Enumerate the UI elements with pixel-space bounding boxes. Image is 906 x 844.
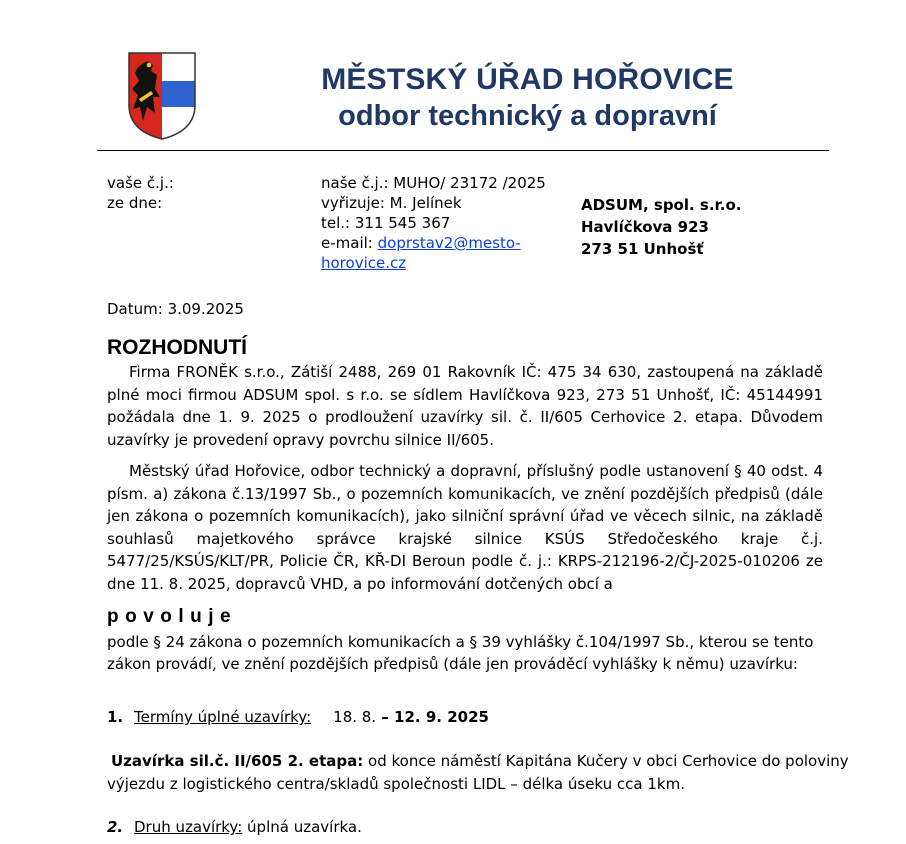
horovice-coat-of-arms-icon xyxy=(127,51,197,141)
your-ref-label: vaše č.j.: xyxy=(107,174,174,192)
item-closure-type xyxy=(107,817,362,837)
paragraph-request xyxy=(107,361,823,451)
recipient-street: Havlíčkova 923 xyxy=(581,218,709,236)
handled-by: vyřizuje: M. Jelínek xyxy=(321,194,462,212)
closure-type-value: úplná uzavírka. xyxy=(242,818,362,836)
closure-detail-line1 xyxy=(111,750,849,772)
email-label: e-mail: xyxy=(321,234,373,252)
phone: tel.: 311 545 367 xyxy=(321,214,451,232)
closure-date-end: – 12. 9. 2025 xyxy=(376,708,489,726)
request-text: Firma FRONĚK s.r.o., Zátiší 2488, 269 01 Rakovník IČ: 475 34 630, zastoupená na základě plné moci firmou ADSUM spol. s r.o. se sídlem Havlíčkova 923, 273 51 Unhošť, IČ: 45144991 požádala dne 1. 9. 2025 o prodloužení uzavírky sil. č. II/605 Cerhovice 2. etapa xyxy=(107,363,823,426)
authority-text: Městský úřad Hořovice, odbor technický a dopravní, příslušný podle ustanovení § 40 odst. 4 písm. a) zákona č.13/1997 Sb., o pozemních komunikacích, ve znění pozdějších předpisů (dále jen zákona o pozemních komunikacích), jako silniční správní úřad ve věcech silnic, na základě souhlasů majetkového správce krajské silnice KSÚS Středočeského kraje č.j. 5477/25/KSÚS/KLT/PR, Policie ČR, KŘ-DI Beroun podle č. j.: KRPS-212196-2/ČJ-2025-010206 ze dne 11. 8. 2025, dopravců VHD, a po informování dotčených obcí a xyxy=(107,462,823,593)
item-closure-dates xyxy=(107,707,489,727)
item-number: 1. xyxy=(107,708,124,726)
closure-detail-line2: výjezdu z logistického centra/skladů společnosti LIDL – délka úseku cca 1km. xyxy=(107,775,685,793)
header-divider xyxy=(97,150,829,151)
closure-date-start: 18. 8. xyxy=(333,708,377,726)
closure-section-label: Uzavírka sil.č. II/605 2. etapa: xyxy=(111,752,364,770)
document-date: Datum: 3.09.2025 xyxy=(107,300,244,318)
email-link-part2[interactable]: horovice.cz xyxy=(321,254,407,272)
department-title: odbor technický a dopravní xyxy=(338,100,717,132)
legal-basis-line2: zákon provádí, ve znění pozdějších předpisů (dále jen prováděcí vyhlášky k němu) uzavírku: xyxy=(107,655,798,673)
item-number: 2. xyxy=(107,818,124,836)
our-ref: naše č.j.: MUHO/ 23172 /2025 xyxy=(321,174,546,192)
legal-basis-line1: podle § 24 zákona o pozemních komunikacích a § 39 vyhlášky č.104/1997 Sb., kterou se tento xyxy=(107,633,814,651)
document-title: ROZHODNUTÍ xyxy=(107,336,247,359)
your-date-label: ze dne: xyxy=(107,194,163,212)
decision-verb: povoluje xyxy=(107,606,238,627)
office-title: MĚSTSKÝ ÚŘAD HOŘOVICE xyxy=(321,63,734,96)
email-link-part1[interactable]: doprstav2@mesto- xyxy=(377,234,521,252)
recipient-name: ADSUM, spol. s.r.o. xyxy=(581,196,742,214)
closure-type-label: Druh uzavírky: xyxy=(134,818,243,836)
closure-dates-label: Termíny úplné uzavírky: xyxy=(134,708,312,726)
recipient-city: 273 51 Unhošť xyxy=(581,240,704,258)
closure-section-text: od konce náměstí Kapitána Kučery v obci Cerhovice do poloviny xyxy=(363,752,849,770)
request-reason: . Důvodem uzavírky je provedení opravy povrchu silnice II/605. xyxy=(107,408,824,449)
paragraph-authority xyxy=(107,460,823,595)
email-line xyxy=(321,233,521,253)
